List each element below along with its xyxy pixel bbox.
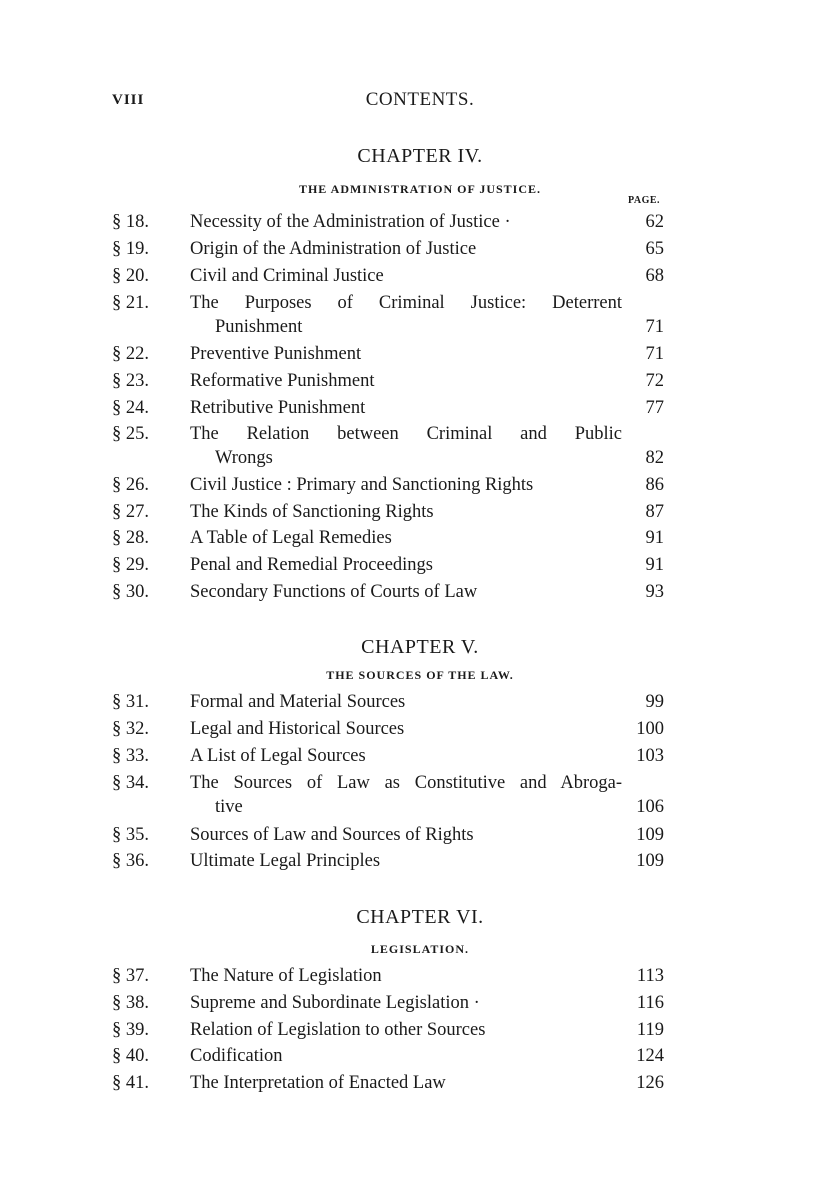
entry-page: 119 — [636, 1020, 664, 1040]
entry-page: 71 — [645, 344, 664, 364]
entry-title: Relation of Legislation to other Sources — [190, 1020, 486, 1040]
section-number: § 31. — [112, 692, 149, 712]
entry-page: 109 — [636, 825, 664, 845]
section-number: § 27. — [112, 502, 149, 522]
entry-title: Reformative Punishment — [190, 371, 375, 391]
entry-page: 103 — [636, 746, 664, 766]
section-number: § 33. — [112, 746, 149, 766]
section-number: § 29. — [112, 555, 149, 575]
entry-page: 124 — [636, 1046, 664, 1066]
section-number: § 22. — [112, 344, 149, 364]
entry-page: 100 — [636, 719, 664, 739]
page-number: VIII — [112, 92, 145, 108]
entry-title-continuation: Wrongs — [215, 448, 273, 468]
entry-title: The Purposes of Criminal Justice: Deterrent — [190, 293, 622, 313]
entry-page: 91 — [645, 528, 664, 548]
entry-page: 93 — [645, 582, 664, 602]
section-number: § 25. — [112, 424, 149, 444]
chapter-heading: CHAPTER V. — [361, 636, 479, 658]
section-number: § 39. — [112, 1020, 149, 1040]
entry-page: 86 — [645, 475, 664, 495]
section-number: § 35. — [112, 825, 149, 845]
entry-title: A Table of Legal Remedies — [190, 528, 392, 548]
entry-title: Penal and Remedial Proceedings — [190, 555, 434, 575]
entry-title: Origin of the Administration of Justice — [190, 239, 477, 259]
section-number: § 34. — [112, 773, 149, 793]
entry-title: Civil Justice : Primary and Sanctioning Rights — [190, 475, 534, 495]
section-number: § 37. — [112, 966, 149, 986]
chapter-subtitle: THE ADMINISTRATION OF JUSTICE. — [298, 182, 542, 196]
section-number: § 18. — [112, 212, 149, 232]
entry-page: 72 — [645, 371, 664, 391]
section-number: § 30. — [112, 582, 149, 602]
chapter-heading: CHAPTER IV. — [357, 145, 483, 167]
entry-title: Preventive Punishment — [190, 344, 362, 364]
entry-title: Codification — [190, 1046, 283, 1066]
section-number: § 19. — [112, 239, 149, 259]
entry-title: The Kinds of Sanctioning Rights — [190, 502, 434, 522]
chapter-subtitle: LEGISLATION. — [370, 942, 470, 956]
entry-page: 109 — [636, 851, 664, 871]
entry-page: 106 — [636, 797, 664, 817]
entry-title-continuation: Punishment — [215, 317, 303, 337]
entry-page: 71 — [645, 317, 664, 337]
entry-page: 116 — [636, 993, 664, 1013]
entry-title: The Interpretation of Enacted Law — [190, 1073, 446, 1093]
entry-page: 82 — [645, 448, 664, 468]
entry-title: Civil and Criminal Justice — [190, 266, 384, 286]
section-number: § 32. — [112, 719, 149, 739]
entry-page: 65 — [645, 239, 664, 259]
entry-title: Retributive Punishment — [190, 398, 366, 418]
section-number: § 23. — [112, 371, 149, 391]
section-number: § 24. — [112, 398, 149, 418]
entry-page: 87 — [645, 502, 664, 522]
entry-title-continuation: tive — [215, 797, 243, 817]
entry-title: The Relation between Criminal and Public — [190, 424, 622, 444]
entry-page: 126 — [636, 1073, 664, 1093]
entry-title: Legal and Historical Sources — [190, 719, 405, 739]
entry-title: Secondary Functions of Courts of Law — [190, 582, 478, 602]
entry-title: Necessity of the Administration of Justice · — [190, 212, 511, 232]
chapter-subtitle: THE SOURCES OF THE LAW. — [326, 668, 514, 682]
entry-page: 113 — [636, 966, 664, 986]
chapter-heading: CHAPTER VI. — [356, 906, 484, 928]
section-number: § 40. — [112, 1046, 149, 1066]
section-number: § 21. — [112, 293, 149, 313]
section-number: § 20. — [112, 266, 149, 286]
page-column-label: PAGE. — [628, 195, 661, 206]
section-number: § 41. — [112, 1073, 149, 1093]
entry-page: 62 — [645, 212, 664, 232]
section-number: § 36. — [112, 851, 149, 871]
entry-page: 91 — [645, 555, 664, 575]
section-number: § 26. — [112, 475, 149, 495]
section-number: § 28. — [112, 528, 149, 548]
entry-title: The Sources of Law as Constitutive and Abroga- — [190, 773, 622, 793]
entry-title: Formal and Material Sources — [190, 692, 406, 712]
entry-title: The Nature of Legislation — [190, 966, 382, 986]
entry-title: Sources of Law and Sources of Rights — [190, 825, 474, 845]
entry-title: Supreme and Subordinate Legislation · — [190, 993, 480, 1013]
section-number: § 38. — [112, 993, 149, 1013]
entry-page: 68 — [645, 266, 664, 286]
entry-title: A List of Legal Sources — [190, 746, 366, 766]
entry-title: Ultimate Legal Principles — [190, 851, 381, 871]
entry-page: 77 — [645, 398, 664, 418]
running-title: CONTENTS. — [365, 89, 475, 110]
entry-page: 99 — [645, 692, 664, 712]
